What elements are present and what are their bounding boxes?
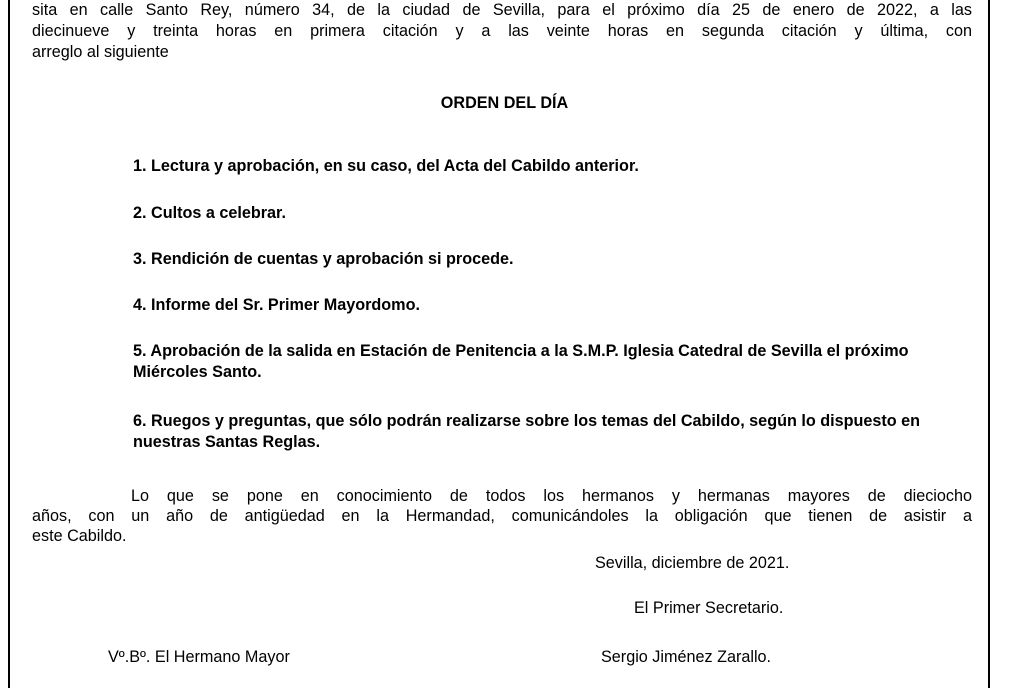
agenda-item: 6. Ruegos y preguntas, que sólo podrán realizarse sobre los temas del Cabildo, según lo dispuesto en nuestras Santas Reglas. [133,412,921,451]
place-date: Sevilla, diciembre de 2021. [595,554,790,572]
agenda-item: 3. Rendición de cuentas y aprobación si procede. [133,250,514,268]
secretary-name: Sergio Jiménez Zarallo. [601,648,772,666]
closing-paragraph [32,486,972,546]
agenda-item: 1. Lectura y aprobación, en su caso, del Acta del Cabildo anterior. [133,157,639,175]
secretary-role: El Primer Secretario. [634,599,784,617]
closing-line-3: este Cabildo. [32,527,127,545]
intro-paragraph [32,0,972,63]
closing-line-2: años, con un año de antigüedad en la Hermandad, comunicándoles la obligación que tienen de asistir a [32,507,972,525]
agenda-item: 5. Aprobación de la salida en Estación de Penitencia a la S.M.P. Iglesia Catedral de Sevilla el próximo Miércoles Santo. [133,342,909,381]
intro-line-1: sita en calle Santo Rey, número 34, de la ciudad de Sevilla, para el próximo día 25 de enero de 2022, a las [32,1,972,19]
agenda-item: 2. Cultos a celebrar. [133,204,286,222]
approval-label: Vº.Bº. El Hermano Mayor [108,648,290,666]
intro-line-3: arreglo al siguiente [32,43,169,61]
intro-line-2: diecinueve y treinta horas en primera citación y a las veinte horas en segunda citación y última, con [32,22,972,40]
agenda-title: ORDEN DEL DÍA [440,94,569,112]
closing-line-1: Lo que se pone en conocimiento de todos los hermanos y hermanas mayores de dieciocho [131,487,972,505]
agenda-item: 4. Informe del Sr. Primer Mayordomo. [133,296,420,314]
